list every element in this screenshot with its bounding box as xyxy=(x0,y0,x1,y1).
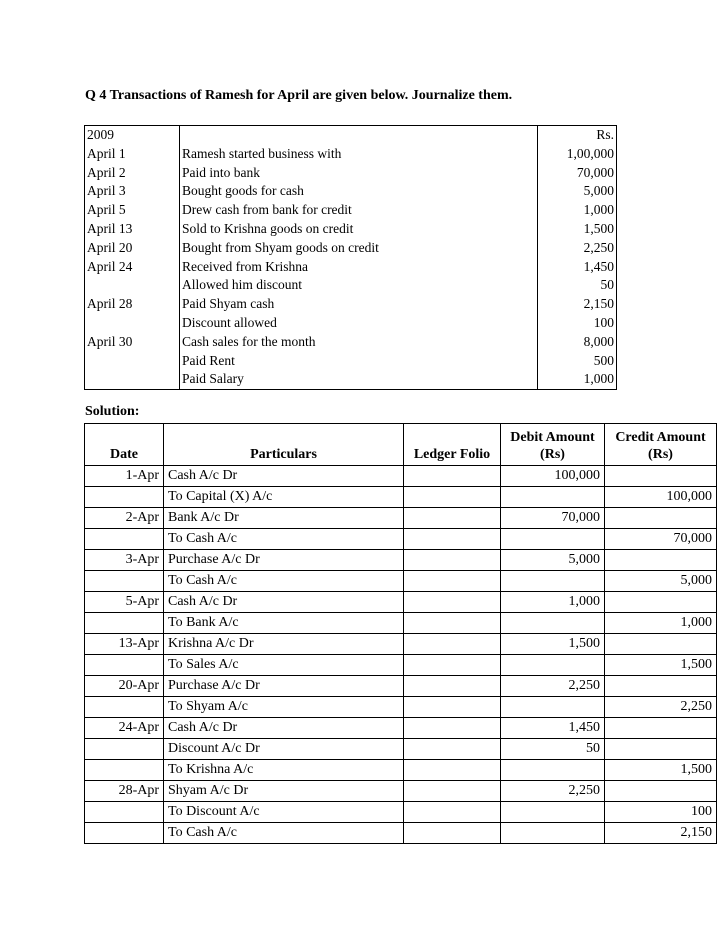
transaction-amount: 8,000 xyxy=(538,333,617,352)
journal-row xyxy=(85,550,717,571)
transaction-description: Ramesh started business with xyxy=(180,145,538,164)
journal-date: 24-Apr xyxy=(85,718,164,739)
transaction-description: Allowed him discount xyxy=(180,276,538,295)
transaction-row xyxy=(85,314,617,333)
journal-particulars: Purchase A/c Dr xyxy=(164,550,404,571)
transactions-body xyxy=(85,126,617,390)
journal-particulars: To Capital (X) A/c xyxy=(164,487,404,508)
journal-credit-amount: 100 xyxy=(605,802,717,823)
journal-header-row xyxy=(85,424,717,466)
journal-body xyxy=(85,466,717,844)
journal-date: 5-Apr xyxy=(85,592,164,613)
journal-ledger-folio xyxy=(404,760,501,781)
journal-debit-amount xyxy=(501,529,605,550)
journal-debit-amount: 50 xyxy=(501,739,605,760)
journal-ledger-folio xyxy=(404,718,501,739)
transaction-amount: 500 xyxy=(538,352,617,371)
transaction-description: Paid Shyam cash xyxy=(180,295,538,314)
journal-row xyxy=(85,823,717,844)
journal-ledger-folio xyxy=(404,676,501,697)
transaction-date: April 5 xyxy=(85,201,180,220)
journal-date xyxy=(85,823,164,844)
journal-header-date: Date xyxy=(85,424,164,466)
journal-debit-amount xyxy=(501,697,605,718)
journal-credit-amount: 1,500 xyxy=(605,760,717,781)
transaction-amount: 2,150 xyxy=(538,295,617,314)
journal-row xyxy=(85,529,717,550)
journal-ledger-folio xyxy=(404,529,501,550)
transaction-description: Received from Krishna xyxy=(180,258,538,277)
journal-date: 2-Apr xyxy=(85,508,164,529)
journal-debit-amount: 2,250 xyxy=(501,781,605,802)
transaction-row xyxy=(85,164,617,183)
journal-debit-amount: 5,000 xyxy=(501,550,605,571)
journal-credit-amount xyxy=(605,550,717,571)
journal-debit-amount xyxy=(501,760,605,781)
transaction-date xyxy=(85,352,180,371)
journal-ledger-folio xyxy=(404,550,501,571)
journal-particulars: To Cash A/c xyxy=(164,823,404,844)
transaction-row xyxy=(85,276,617,295)
journal-date xyxy=(85,487,164,508)
transaction-date: April 2 xyxy=(85,164,180,183)
transaction-date: April 30 xyxy=(85,333,180,352)
journal-row xyxy=(85,634,717,655)
journal-particulars: Cash A/c Dr xyxy=(164,592,404,613)
transaction-row xyxy=(85,182,617,201)
journal-header-folio: Ledger Folio xyxy=(404,424,501,466)
transactions-desc-header xyxy=(180,126,538,145)
journal-ledger-folio xyxy=(404,802,501,823)
transaction-amount: 1,000 xyxy=(538,370,617,389)
transactions-amount-header: Rs. xyxy=(538,126,617,145)
journal-credit-amount: 2,150 xyxy=(605,823,717,844)
journal-header-credit xyxy=(605,424,717,466)
transaction-amount: 50 xyxy=(538,276,617,295)
transaction-date xyxy=(85,370,180,389)
transaction-description: Paid Rent xyxy=(180,352,538,371)
journal-row xyxy=(85,760,717,781)
journal-debit-amount xyxy=(501,571,605,592)
transaction-row xyxy=(85,333,617,352)
journal-particulars: Shyam A/c Dr xyxy=(164,781,404,802)
journal-credit-amount xyxy=(605,781,717,802)
journal-date xyxy=(85,613,164,634)
journal-date: 28-Apr xyxy=(85,781,164,802)
transaction-date xyxy=(85,276,180,295)
transactions-year: 2009 xyxy=(85,126,180,145)
journal-debit-amount xyxy=(501,802,605,823)
journal-date xyxy=(85,739,164,760)
journal-ledger-folio xyxy=(404,487,501,508)
journal-ledger-folio xyxy=(404,571,501,592)
transaction-amount: 1,00,000 xyxy=(538,145,617,164)
transaction-amount: 2,250 xyxy=(538,239,617,258)
transaction-row xyxy=(85,220,617,239)
transaction-row xyxy=(85,370,617,389)
journal-ledger-folio xyxy=(404,508,501,529)
journal-credit-amount xyxy=(605,466,717,487)
transaction-row xyxy=(85,352,617,371)
journal-date xyxy=(85,802,164,823)
transaction-description: Paid into bank xyxy=(180,164,538,183)
journal-debit-amount xyxy=(501,613,605,634)
transactions-table xyxy=(84,125,617,390)
journal-row xyxy=(85,676,717,697)
transaction-amount: 70,000 xyxy=(538,164,617,183)
transaction-description: Cash sales for the month xyxy=(180,333,538,352)
journal-date xyxy=(85,697,164,718)
journal-row xyxy=(85,802,717,823)
transaction-description: Sold to Krishna goods on credit xyxy=(180,220,538,239)
journal-date xyxy=(85,529,164,550)
journal-header-debit xyxy=(501,424,605,466)
journal-date xyxy=(85,760,164,781)
transaction-amount: 1,000 xyxy=(538,201,617,220)
journal-particulars: To Bank A/c xyxy=(164,613,404,634)
journal-debit-amount: 2,250 xyxy=(501,676,605,697)
journal-row xyxy=(85,592,717,613)
journal-ledger-folio xyxy=(404,634,501,655)
journal-row xyxy=(85,613,717,634)
transaction-row xyxy=(85,258,617,277)
journal-header-particulars: Particulars xyxy=(164,424,404,466)
journal-particulars: To Krishna A/c xyxy=(164,760,404,781)
journal-date: 13-Apr xyxy=(85,634,164,655)
transaction-description: Bought from Shyam goods on credit xyxy=(180,239,538,258)
journal-credit-amount xyxy=(605,634,717,655)
journal-ledger-folio xyxy=(404,592,501,613)
transaction-date: April 20 xyxy=(85,239,180,258)
journal-credit-amount: 1,500 xyxy=(605,655,717,676)
journal-date xyxy=(85,571,164,592)
journal-particulars: Krishna A/c Dr xyxy=(164,634,404,655)
journal-credit-amount: 70,000 xyxy=(605,529,717,550)
question-heading: Q 4 Transactions of Ramesh for April are given below. Journalize them. xyxy=(85,88,513,103)
transaction-amount: 5,000 xyxy=(538,182,617,201)
journal-debit-amount: 1,450 xyxy=(501,718,605,739)
journal-debit-amount: 100,000 xyxy=(501,466,605,487)
journal-credit-amount xyxy=(605,739,717,760)
journal-particulars: To Discount A/c xyxy=(164,802,404,823)
transaction-description: Discount allowed xyxy=(180,314,538,333)
journal-ledger-folio xyxy=(404,613,501,634)
transaction-amount: 1,450 xyxy=(538,258,617,277)
journal-date: 3-Apr xyxy=(85,550,164,571)
journal-credit-amount xyxy=(605,508,717,529)
journal-credit-amount: 5,000 xyxy=(605,571,717,592)
journal-row xyxy=(85,508,717,529)
transaction-date: April 28 xyxy=(85,295,180,314)
transaction-date: April 1 xyxy=(85,145,180,164)
journal-credit-amount: 100,000 xyxy=(605,487,717,508)
journal-particulars: To Cash A/c xyxy=(164,571,404,592)
debit-header-line1: Debit Amount xyxy=(510,430,595,445)
journal-date: 1-Apr xyxy=(85,466,164,487)
transaction-date: April 3 xyxy=(85,182,180,201)
journal-row xyxy=(85,697,717,718)
journal-row xyxy=(85,739,717,760)
journal-ledger-folio xyxy=(404,781,501,802)
debit-header-line2: (Rs) xyxy=(540,447,565,462)
transaction-description: Bought goods for cash xyxy=(180,182,538,201)
journal-debit-amount xyxy=(501,823,605,844)
journal-particulars: To Shyam A/c xyxy=(164,697,404,718)
journal-particulars: Bank A/c Dr xyxy=(164,508,404,529)
journal-row xyxy=(85,487,717,508)
journal-row xyxy=(85,655,717,676)
transaction-description: Drew cash from bank for credit xyxy=(180,201,538,220)
journal-date: 20-Apr xyxy=(85,676,164,697)
journal-debit-amount xyxy=(501,655,605,676)
journal-row xyxy=(85,718,717,739)
journal-row xyxy=(85,571,717,592)
journal-particulars: Discount A/c Dr xyxy=(164,739,404,760)
solution-label: Solution: xyxy=(85,404,140,419)
transaction-amount: 100 xyxy=(538,314,617,333)
journal-row xyxy=(85,466,717,487)
transaction-amount: 1,500 xyxy=(538,220,617,239)
journal-ledger-folio xyxy=(404,466,501,487)
transaction-date: April 24 xyxy=(85,258,180,277)
journal-particulars: Purchase A/c Dr xyxy=(164,676,404,697)
journal-debit-amount: 1,000 xyxy=(501,592,605,613)
journal-ledger-folio xyxy=(404,697,501,718)
journal-date xyxy=(85,655,164,676)
transactions-header-row xyxy=(85,126,617,145)
journal-credit-amount: 2,250 xyxy=(605,697,717,718)
journal-credit-amount: 1,000 xyxy=(605,613,717,634)
journal-debit-amount: 1,500 xyxy=(501,634,605,655)
journal-ledger-folio xyxy=(404,823,501,844)
journal-debit-amount xyxy=(501,487,605,508)
transaction-row xyxy=(85,145,617,164)
journal-row xyxy=(85,781,717,802)
transaction-date xyxy=(85,314,180,333)
transaction-row xyxy=(85,239,617,258)
journal-table xyxy=(84,423,717,844)
transaction-row xyxy=(85,201,617,220)
journal-particulars: Cash A/c Dr xyxy=(164,466,404,487)
journal-credit-amount xyxy=(605,676,717,697)
journal-debit-amount: 70,000 xyxy=(501,508,605,529)
transaction-row xyxy=(85,295,617,314)
journal-particulars: Cash A/c Dr xyxy=(164,718,404,739)
journal-particulars: To Cash A/c xyxy=(164,529,404,550)
credit-header-line1: Credit Amount xyxy=(615,430,706,445)
journal-ledger-folio xyxy=(404,739,501,760)
transaction-date: April 13 xyxy=(85,220,180,239)
journal-ledger-folio xyxy=(404,655,501,676)
journal-particulars: To Sales A/c xyxy=(164,655,404,676)
transaction-description: Paid Salary xyxy=(180,370,538,389)
journal-credit-amount xyxy=(605,592,717,613)
credit-header-line2: (Rs) xyxy=(648,447,673,462)
journal-credit-amount xyxy=(605,718,717,739)
